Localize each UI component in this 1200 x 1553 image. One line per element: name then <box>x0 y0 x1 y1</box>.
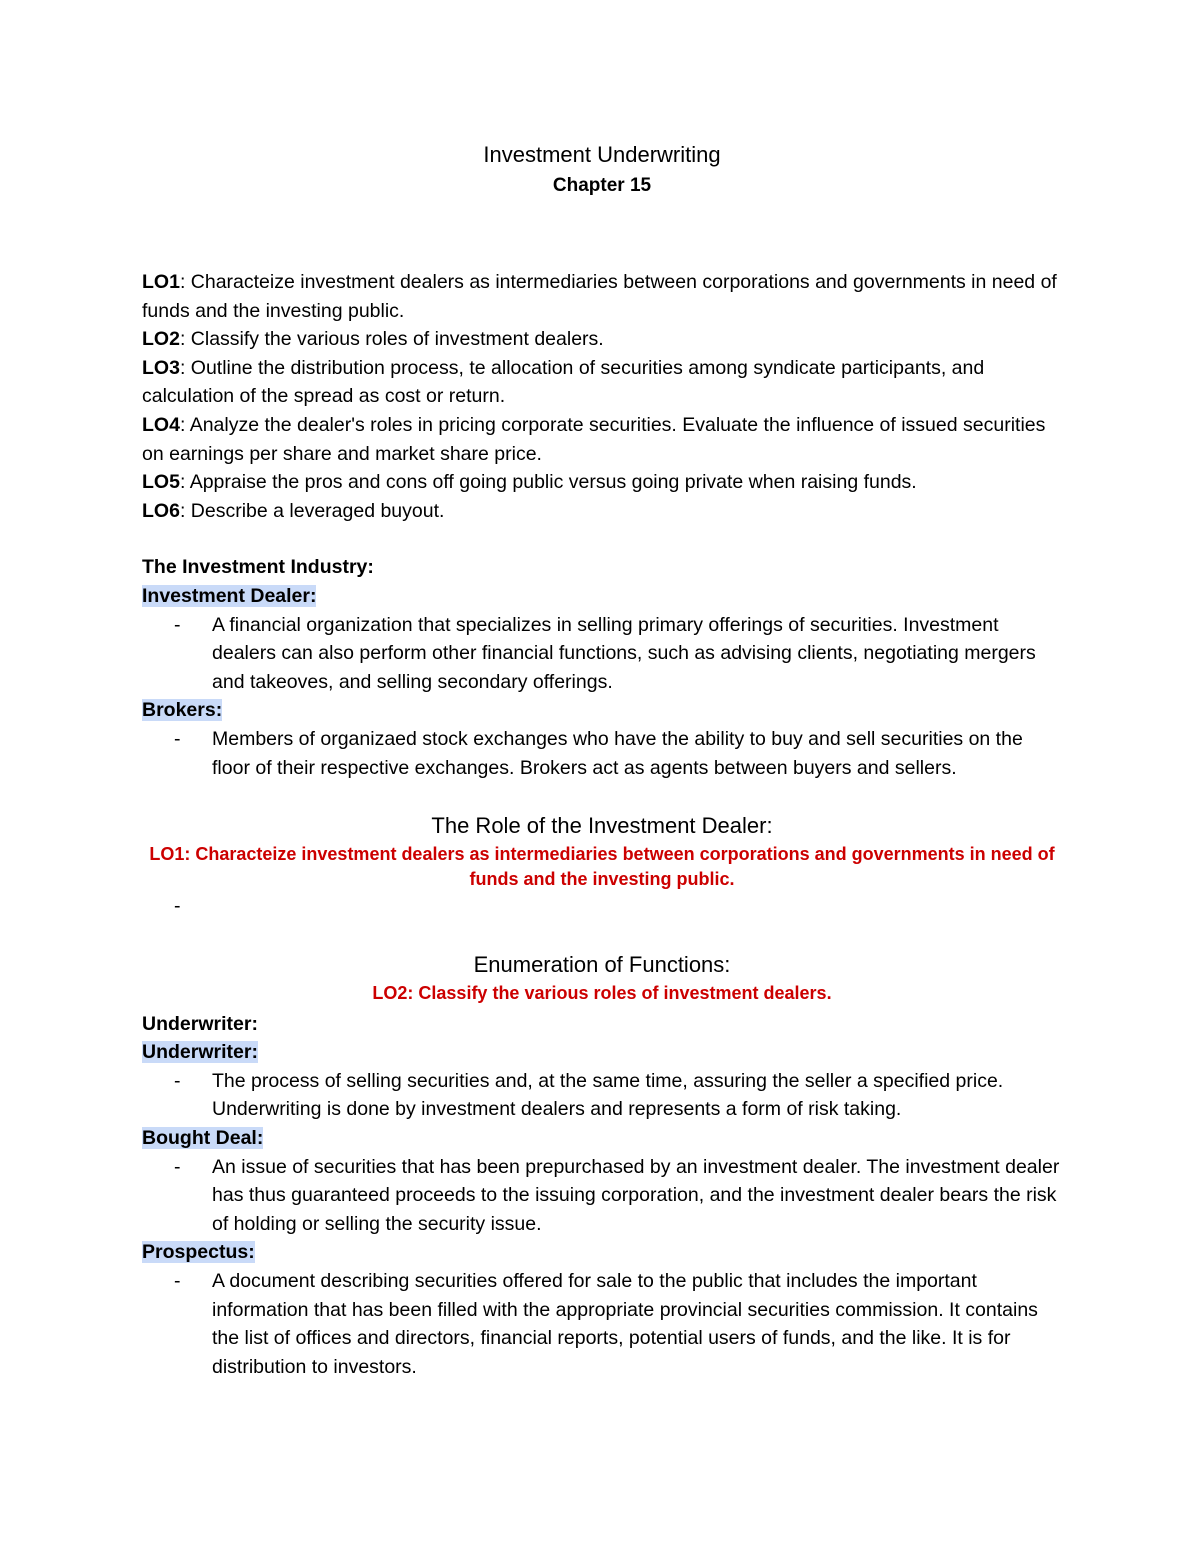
learning-objective <box>142 354 1062 411</box>
objective-text: : Describe a leveraged buyout. <box>179 499 445 522</box>
learning-objective <box>142 411 1062 468</box>
objective-text: : Characteize investment dealers as intermediaries between corporations and governments in need of funds and the investing public. <box>142 271 1057 322</box>
bullet-dash: - <box>174 727 181 750</box>
objective-text: : Analyze the dealer's roles in pricing corporate securities. Evaluate the influence of issued securities on earnings per share and market share price. <box>142 413 1046 465</box>
term-label: Brokers: <box>142 699 223 722</box>
learning-objective <box>142 468 1062 497</box>
term-label-row <box>142 1238 1062 1267</box>
document-title: Investment Underwriting <box>483 142 721 167</box>
role-section-heading: The Role of the Investment Dealer: <box>431 813 773 839</box>
bullet-dash: - <box>174 1155 181 1178</box>
definition-text: The process of selling securities and, at the same time, assuring the seller a specified price. Underwriting is done by investment dealers and represents a form of risk taking. <box>212 1069 1004 1121</box>
definition-text: Members of organizaed stock exchanges who have the ability to buy and sell securities on the floor of their respective exchanges. Brokers act as agents between buyers and sellers. <box>212 727 1023 779</box>
definition-bullet <box>142 1267 1062 1381</box>
term-label-row <box>142 1038 1062 1067</box>
term-label: Underwriter: <box>142 1041 258 1064</box>
bullet-dash: - <box>174 1270 181 1293</box>
objective-code: LO3 <box>142 356 180 379</box>
functions-section-heading: Enumeration of Functions: <box>473 951 731 977</box>
objective-code: LO6 <box>142 499 180 522</box>
definition-bullet <box>142 725 1062 782</box>
term-label: Investment Dealer: <box>142 584 317 607</box>
definition-bullet <box>142 1067 1062 1124</box>
objective-text: : Classify the various roles of investment dealers. <box>179 328 604 351</box>
chapter-subtitle: Chapter 15 <box>552 175 652 196</box>
industry-heading: The Investment Industry: <box>142 556 374 579</box>
objective-code: LO4 <box>142 413 180 436</box>
definition-text: A financial organization that specializes in selling primary offerings of securities. Investment dealers can also perform other financial functions, such as advising clients, negotiating mergers and takeoves, and selling secondary offerings. <box>212 613 1036 693</box>
bullet-dash: - <box>174 895 181 918</box>
learning-objective <box>142 497 1062 526</box>
term-label: Prospectus: <box>142 1241 255 1264</box>
learning-objectives-list <box>142 268 1062 525</box>
objective-code: LO5 <box>142 471 180 494</box>
functions-section-objective: LO2: Classify the various roles of investment dealers. <box>372 982 832 1003</box>
objective-text: : Outline the distribution process, te allocation of securities among syndicate participants, and calculation of the spread as cost or return. <box>142 356 985 408</box>
definition-text: A document describing securities offered for sale to the public that includes the important information that has been filled with the appropriate provincial securities commission. It contains the list of offices and directors, financial reports, potential users of funds, and the like. It is for distribution to investors. <box>212 1270 1038 1378</box>
objective-code: LO1 <box>142 271 180 293</box>
role-section-objective: LO1: Characteize investment dealers as intermediaries between corporations and governments in need of funds and the investing public. <box>149 844 1055 890</box>
objective-text: : Appraise the pros and cons off going public versus going private when raising funds. <box>179 471 917 494</box>
bullet-dash: - <box>174 1069 181 1092</box>
definition-text: An issue of securities that has been prepurchased by an investment dealer. The investment dealer has thus guaranteed proceeds to the issuing corporation, and the investment dealer bears the risk of holding or selling the security issue. <box>212 1155 1060 1235</box>
learning-objective <box>142 325 1062 354</box>
functions-subheading: Underwriter: <box>142 1012 258 1035</box>
definition-bullet <box>142 1153 1062 1239</box>
term-label-row <box>142 696 1062 725</box>
term-label: Bought Deal: <box>142 1127 264 1150</box>
document-page <box>142 138 1062 1381</box>
term-label-row <box>142 1124 1062 1153</box>
term-label-row <box>142 582 1062 611</box>
bullet-dash: - <box>174 613 181 636</box>
learning-objective <box>142 268 1062 325</box>
definition-bullet <box>142 611 1062 697</box>
objective-code: LO2 <box>142 328 180 351</box>
empty-bullet <box>142 892 1062 921</box>
